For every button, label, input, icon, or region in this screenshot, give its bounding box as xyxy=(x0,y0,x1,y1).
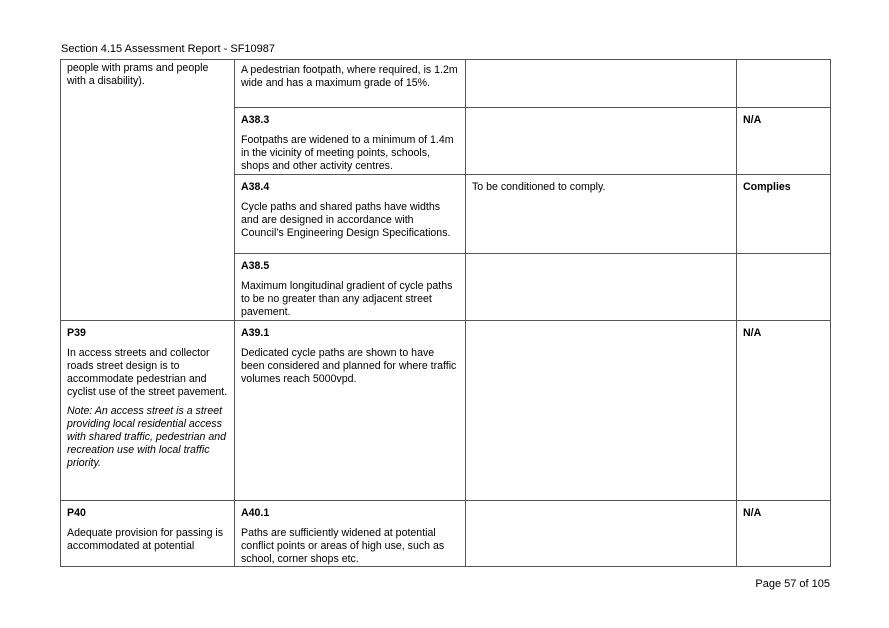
acceptable-solution-cell xyxy=(235,501,466,567)
acceptable-solution-cell xyxy=(235,321,466,501)
compliance-status: Complies xyxy=(743,181,791,193)
page-header: Section 4.15 Assessment Report - SF10987 xyxy=(61,43,276,55)
performance-criteria-cell xyxy=(61,321,235,501)
solution-code: A39.1 xyxy=(241,327,270,339)
solution-text: Footpaths are widened to a minimum of 1.4m in the vicinity of meeting points, schools, shops and other activity centres. xyxy=(241,134,454,172)
solution-code: A38.5 xyxy=(241,260,270,272)
table-row xyxy=(61,501,831,567)
compliance-status: N/A xyxy=(743,507,762,519)
criteria-text: people with prams and people with a disability). xyxy=(67,62,209,87)
performance-criteria-cell xyxy=(61,60,235,321)
performance-criteria-cell xyxy=(61,501,235,567)
compliance-status: N/A xyxy=(743,114,762,126)
criteria-code: P39 xyxy=(67,327,86,339)
table-row xyxy=(61,321,831,501)
criteria-note: Note: An access street is a street providing local residential access with shared traffic, pedestrian and recreation use with local traffic priority. xyxy=(67,405,226,469)
comment-cell xyxy=(466,60,737,108)
acceptable-solution-cell xyxy=(235,60,466,108)
criteria-code: P40 xyxy=(67,507,86,519)
compliance-status: N/A xyxy=(743,327,762,339)
comment-text: To be conditioned to comply. xyxy=(472,181,606,193)
page-number: Page 57 of 105 xyxy=(755,578,830,590)
compliance-cell xyxy=(737,60,831,108)
solution-code: A38.4 xyxy=(241,181,270,193)
acceptable-solution-cell xyxy=(235,254,466,321)
solution-text: Paths are sufficiently widened at potential conflict points or areas of high use, such as school, corner shops etc. xyxy=(241,527,445,565)
acceptable-solution-cell xyxy=(235,108,466,175)
solution-code: A38.3 xyxy=(241,114,270,126)
compliance-cell xyxy=(737,321,831,501)
solution-code: A40.1 xyxy=(241,507,270,519)
acceptable-solution-cell xyxy=(235,175,466,254)
comment-cell xyxy=(466,501,737,567)
solution-text: Cycle paths and shared paths have widths and are designed in accordance with Council’s Engineering Design Specifications. xyxy=(241,201,451,239)
comment-cell xyxy=(466,175,737,254)
comment-cell xyxy=(466,254,737,321)
compliance-cell xyxy=(737,108,831,175)
solution-text: A pedestrian footpath, where required, is 1.2m wide and has a maximum grade of 15%. xyxy=(241,64,458,89)
comment-cell xyxy=(466,321,737,501)
assessment-table xyxy=(60,59,831,567)
comment-cell xyxy=(466,108,737,175)
compliance-cell xyxy=(737,501,831,567)
solution-text: Maximum longitudinal gradient of cycle paths to be no greater than any adjacent street pavement. xyxy=(241,280,453,318)
compliance-cell xyxy=(737,254,831,321)
table-row xyxy=(61,60,831,108)
solution-text: Dedicated cycle paths are shown to have been considered and planned for where traffic volumes reach 5000vpd. xyxy=(241,347,457,385)
compliance-cell xyxy=(737,175,831,254)
criteria-text: In access streets and collector roads street design is to accommodate pedestrian and cyclist use of the street pavement. xyxy=(67,347,228,398)
criteria-text: Adequate provision for passing is accommodated at potential xyxy=(67,527,224,552)
